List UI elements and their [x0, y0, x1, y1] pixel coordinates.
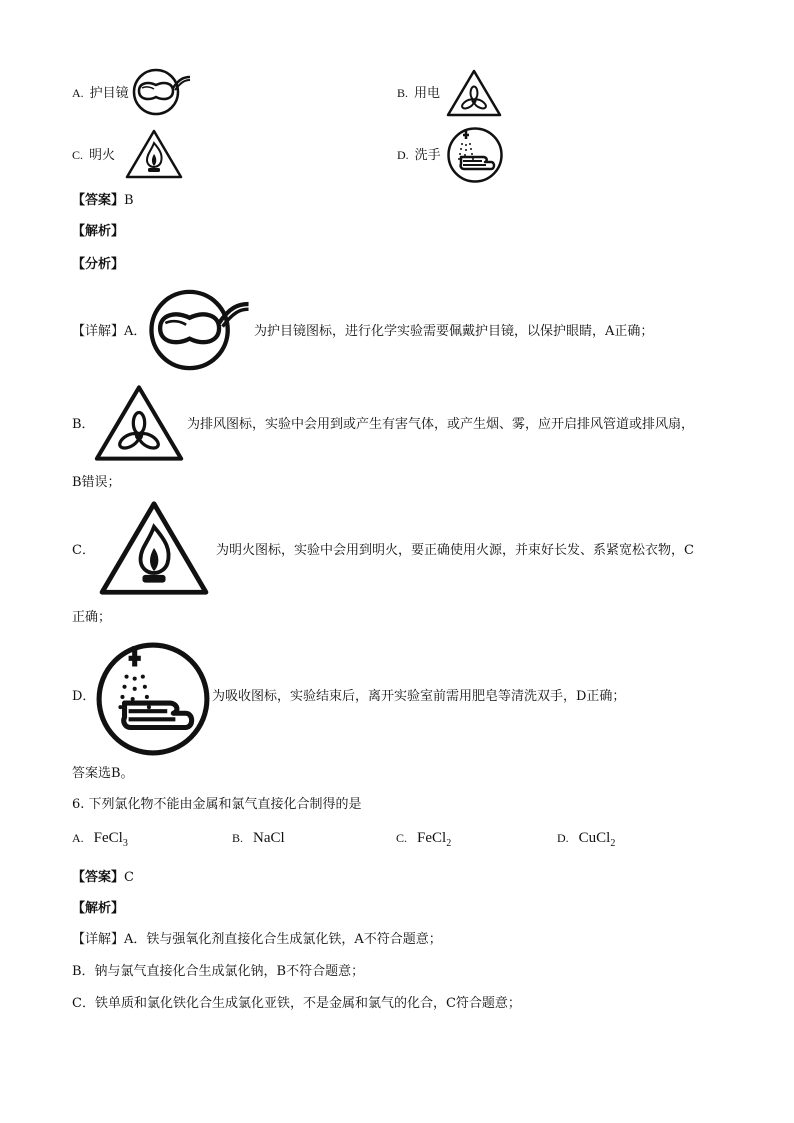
answer-tag: 【答案】 [72, 870, 125, 885]
formula: FeCl [417, 830, 447, 846]
option-b [397, 84, 440, 103]
formula: FeCl [93, 830, 123, 846]
detail-a-prefix: 【详解】A． [72, 324, 147, 339]
option-letter: D. [557, 831, 569, 845]
formula-sub: 2 [610, 838, 616, 849]
detail-c-prefix: C． [72, 543, 95, 558]
detail-d-text: 为吸收图标，实验结束后，离开实验室前需用肥皂等清洗双手，D正确； [212, 689, 626, 704]
option-label: 洗手 [414, 148, 441, 163]
option-letter: A. [72, 86, 84, 100]
fenxi-tag: 【分析】 [72, 257, 125, 272]
q6-answer-line [72, 869, 134, 887]
hand-wash-icon [446, 126, 504, 184]
goggles-icon [148, 286, 252, 374]
option-a [72, 84, 129, 103]
q6-option-d [557, 830, 615, 849]
q6-detail-line-3: C．铁单质和氯化铁化合生成氯化亚铁，不是金属和氯气的化合，C符合题意； [72, 996, 521, 1011]
detail-b-text2: B错误； [72, 475, 121, 490]
option-label: 用电 [414, 86, 441, 101]
analysis-tag: 【解析】 [72, 224, 125, 239]
q6-option-b [232, 830, 285, 847]
q6-detail-line-2: B．钠与氯气直接化合生成氯化钠，B不符合题意； [72, 964, 365, 979]
option-letter: A. [72, 831, 84, 845]
option-letter: B. [397, 86, 409, 100]
option-letter: D. [397, 148, 409, 162]
detail-c-text2: 正确； [72, 610, 112, 625]
question-6-stem: 6. 下列氯化物不能由金属和氯气直接化合制得的是 [72, 797, 362, 812]
answer-value: C [124, 870, 134, 885]
goggles-icon [132, 68, 192, 116]
q6-detail-line-1: 【详解】A．铁与强氧化剂直接化合生成氯化铁，A不符合题意； [72, 932, 442, 947]
option-letter: C. [396, 831, 408, 845]
q6-option-c [396, 830, 451, 849]
hand-wash-icon [94, 640, 212, 758]
conclusion: 答案选B。 [72, 766, 134, 781]
option-letter: B. [232, 831, 244, 845]
q6-analysis-tag: 【解析】 [72, 901, 125, 916]
answer-tag: 【答案】 [72, 193, 125, 208]
answer-value: B [124, 193, 134, 208]
detail-b-text: 为排风图标，实验中会用到或产生有害气体，或产生烟、雾，应开启排风管道或排风扇， [187, 417, 695, 432]
option-label: 明火 [89, 148, 116, 163]
option-c [72, 146, 115, 165]
detail-b-prefix: B． [72, 417, 95, 432]
formula-sub: 3 [122, 838, 128, 849]
answer-line [72, 192, 134, 210]
formula: CuCl [578, 830, 611, 846]
detail-a-text: 为护目镜图标，进行化学实验需要佩戴护目镜，以保护眼睛，A正确； [254, 324, 654, 339]
option-label: 护目镜 [89, 86, 129, 101]
detail-d-prefix: D． [72, 689, 96, 704]
formula: NaCl [253, 830, 285, 846]
q6-option-a [72, 830, 128, 849]
fan-warning-icon [92, 382, 186, 464]
formula-sub: 2 [446, 838, 452, 849]
option-letter: C. [72, 148, 84, 162]
fan-warning-icon [445, 68, 503, 118]
flame-warning-icon [124, 128, 184, 180]
option-d [397, 146, 441, 165]
detail-c-text: 为明火图标，实验中会用到明火，要正确使用火源，并束好长发、系紧宽松衣物，C [216, 543, 694, 558]
flame-warning-icon [92, 498, 216, 598]
